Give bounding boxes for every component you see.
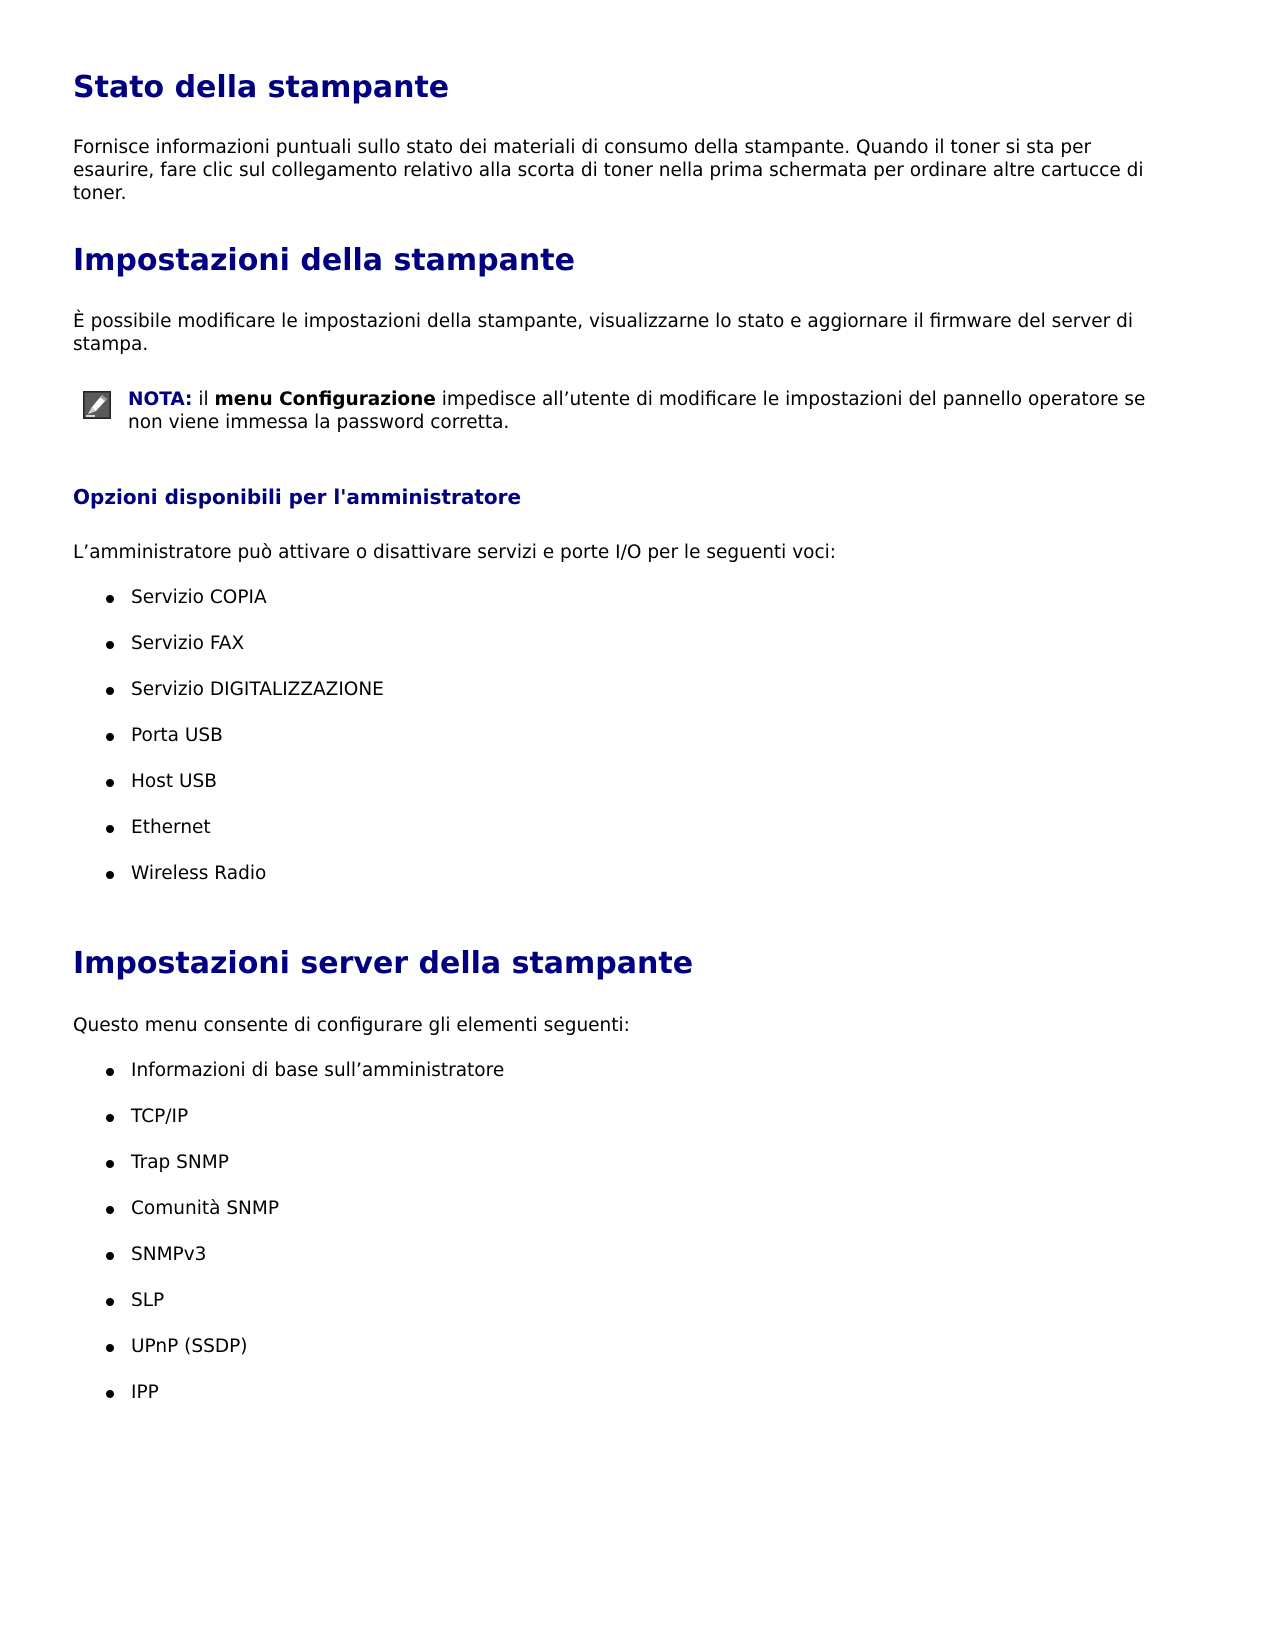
- list-item: [73, 1288, 504, 1334]
- list-item: [73, 723, 384, 769]
- bullet-icon: [106, 733, 114, 741]
- bullet-icon: [106, 641, 114, 649]
- bullet-icon: [106, 1160, 114, 1168]
- note-text-before: il: [192, 389, 215, 410]
- bullet-icon: [106, 595, 114, 603]
- list-item: [73, 585, 384, 631]
- bullet-icon: [106, 1298, 114, 1306]
- bullet-icon: [106, 1114, 114, 1122]
- list-item: [73, 1058, 504, 1104]
- bullet-icon: [106, 1206, 114, 1214]
- bullet-icon: [106, 825, 114, 833]
- bullet-icon: [106, 1390, 114, 1398]
- note-pencil-icon: [83, 391, 111, 419]
- heading-printer-settings: Impostazioni della stampante: [73, 243, 575, 278]
- printer-settings-paragraph: È possibile modificare le impostazioni della stampante, visualizzarne lo stato e aggiornare il firmware del server di stampa.: [73, 311, 1134, 355]
- bullet-icon: [106, 687, 114, 695]
- list-item: [73, 815, 384, 861]
- list-item: [73, 1334, 504, 1380]
- list-item: [73, 1196, 504, 1242]
- list-item-text: IPP: [131, 1382, 159, 1403]
- list-item-text: Comunità SNMP: [131, 1198, 280, 1219]
- list-item-text: UPnP (SSDP): [131, 1336, 248, 1357]
- list-item: [73, 677, 384, 723]
- note-menu-name: menu Configurazione: [214, 389, 436, 410]
- list-item: [73, 769, 384, 815]
- list-item-text: Servizio COPIA: [131, 587, 267, 608]
- list-item-text: Ethernet: [131, 817, 211, 838]
- bullet-icon: [106, 1068, 114, 1076]
- list-item: [73, 1380, 504, 1426]
- heading-server-settings: Impostazioni server della stampante: [73, 946, 694, 981]
- list-item: [73, 1242, 504, 1288]
- bullet-icon: [106, 1252, 114, 1260]
- list-item-text: Trap SNMP: [131, 1152, 229, 1173]
- server-settings-intro: Questo menu consente di configurare gli elementi seguenti:: [73, 1015, 630, 1036]
- server-settings-list: [73, 1058, 504, 1426]
- list-item: [73, 861, 384, 907]
- list-item-text: SNMPv3: [131, 1244, 207, 1265]
- list-item-text: Host USB: [131, 771, 217, 792]
- bullet-icon: [106, 871, 114, 879]
- list-item: [73, 631, 384, 677]
- admin-options-list: [73, 585, 384, 907]
- list-item: [73, 1150, 504, 1196]
- note-text-after: impedisce all’utente di modificare le impostazioni del pannello operatore se non viene immessa la password corretta.: [128, 389, 1146, 433]
- list-item-text: Servizio DIGITALIZZAZIONE: [131, 679, 384, 700]
- list-item-text: Informazioni di base sull’amministratore: [131, 1060, 505, 1081]
- bullet-icon: [106, 1344, 114, 1352]
- note-text: [128, 388, 1158, 434]
- printer-status-paragraph: Fornisce informazioni puntuali sullo stato dei materiali di consumo della stampante. Quando il toner si sta per esaurire, fare clic sul collegamento relativo alla scorta di toner nella prima schermata per ordinare altre cartucce di toner.: [73, 137, 1144, 204]
- list-item-text: SLP: [131, 1290, 165, 1311]
- heading-printer-status: Stato della stampante: [73, 70, 450, 105]
- list-item: [73, 1104, 504, 1150]
- bullet-icon: [106, 779, 114, 787]
- list-item-text: Servizio FAX: [131, 633, 245, 654]
- list-item-text: TCP/IP: [131, 1106, 189, 1127]
- note-label: NOTA:: [128, 389, 193, 410]
- list-item-text: Wireless Radio: [131, 863, 267, 884]
- heading-admin-options: Opzioni disponibili per l'amministratore: [73, 485, 522, 509]
- list-item-text: Porta USB: [131, 725, 223, 746]
- admin-options-intro: L’amministratore può attivare o disattivare servizi e porte I/O per le seguenti voci:: [73, 542, 837, 563]
